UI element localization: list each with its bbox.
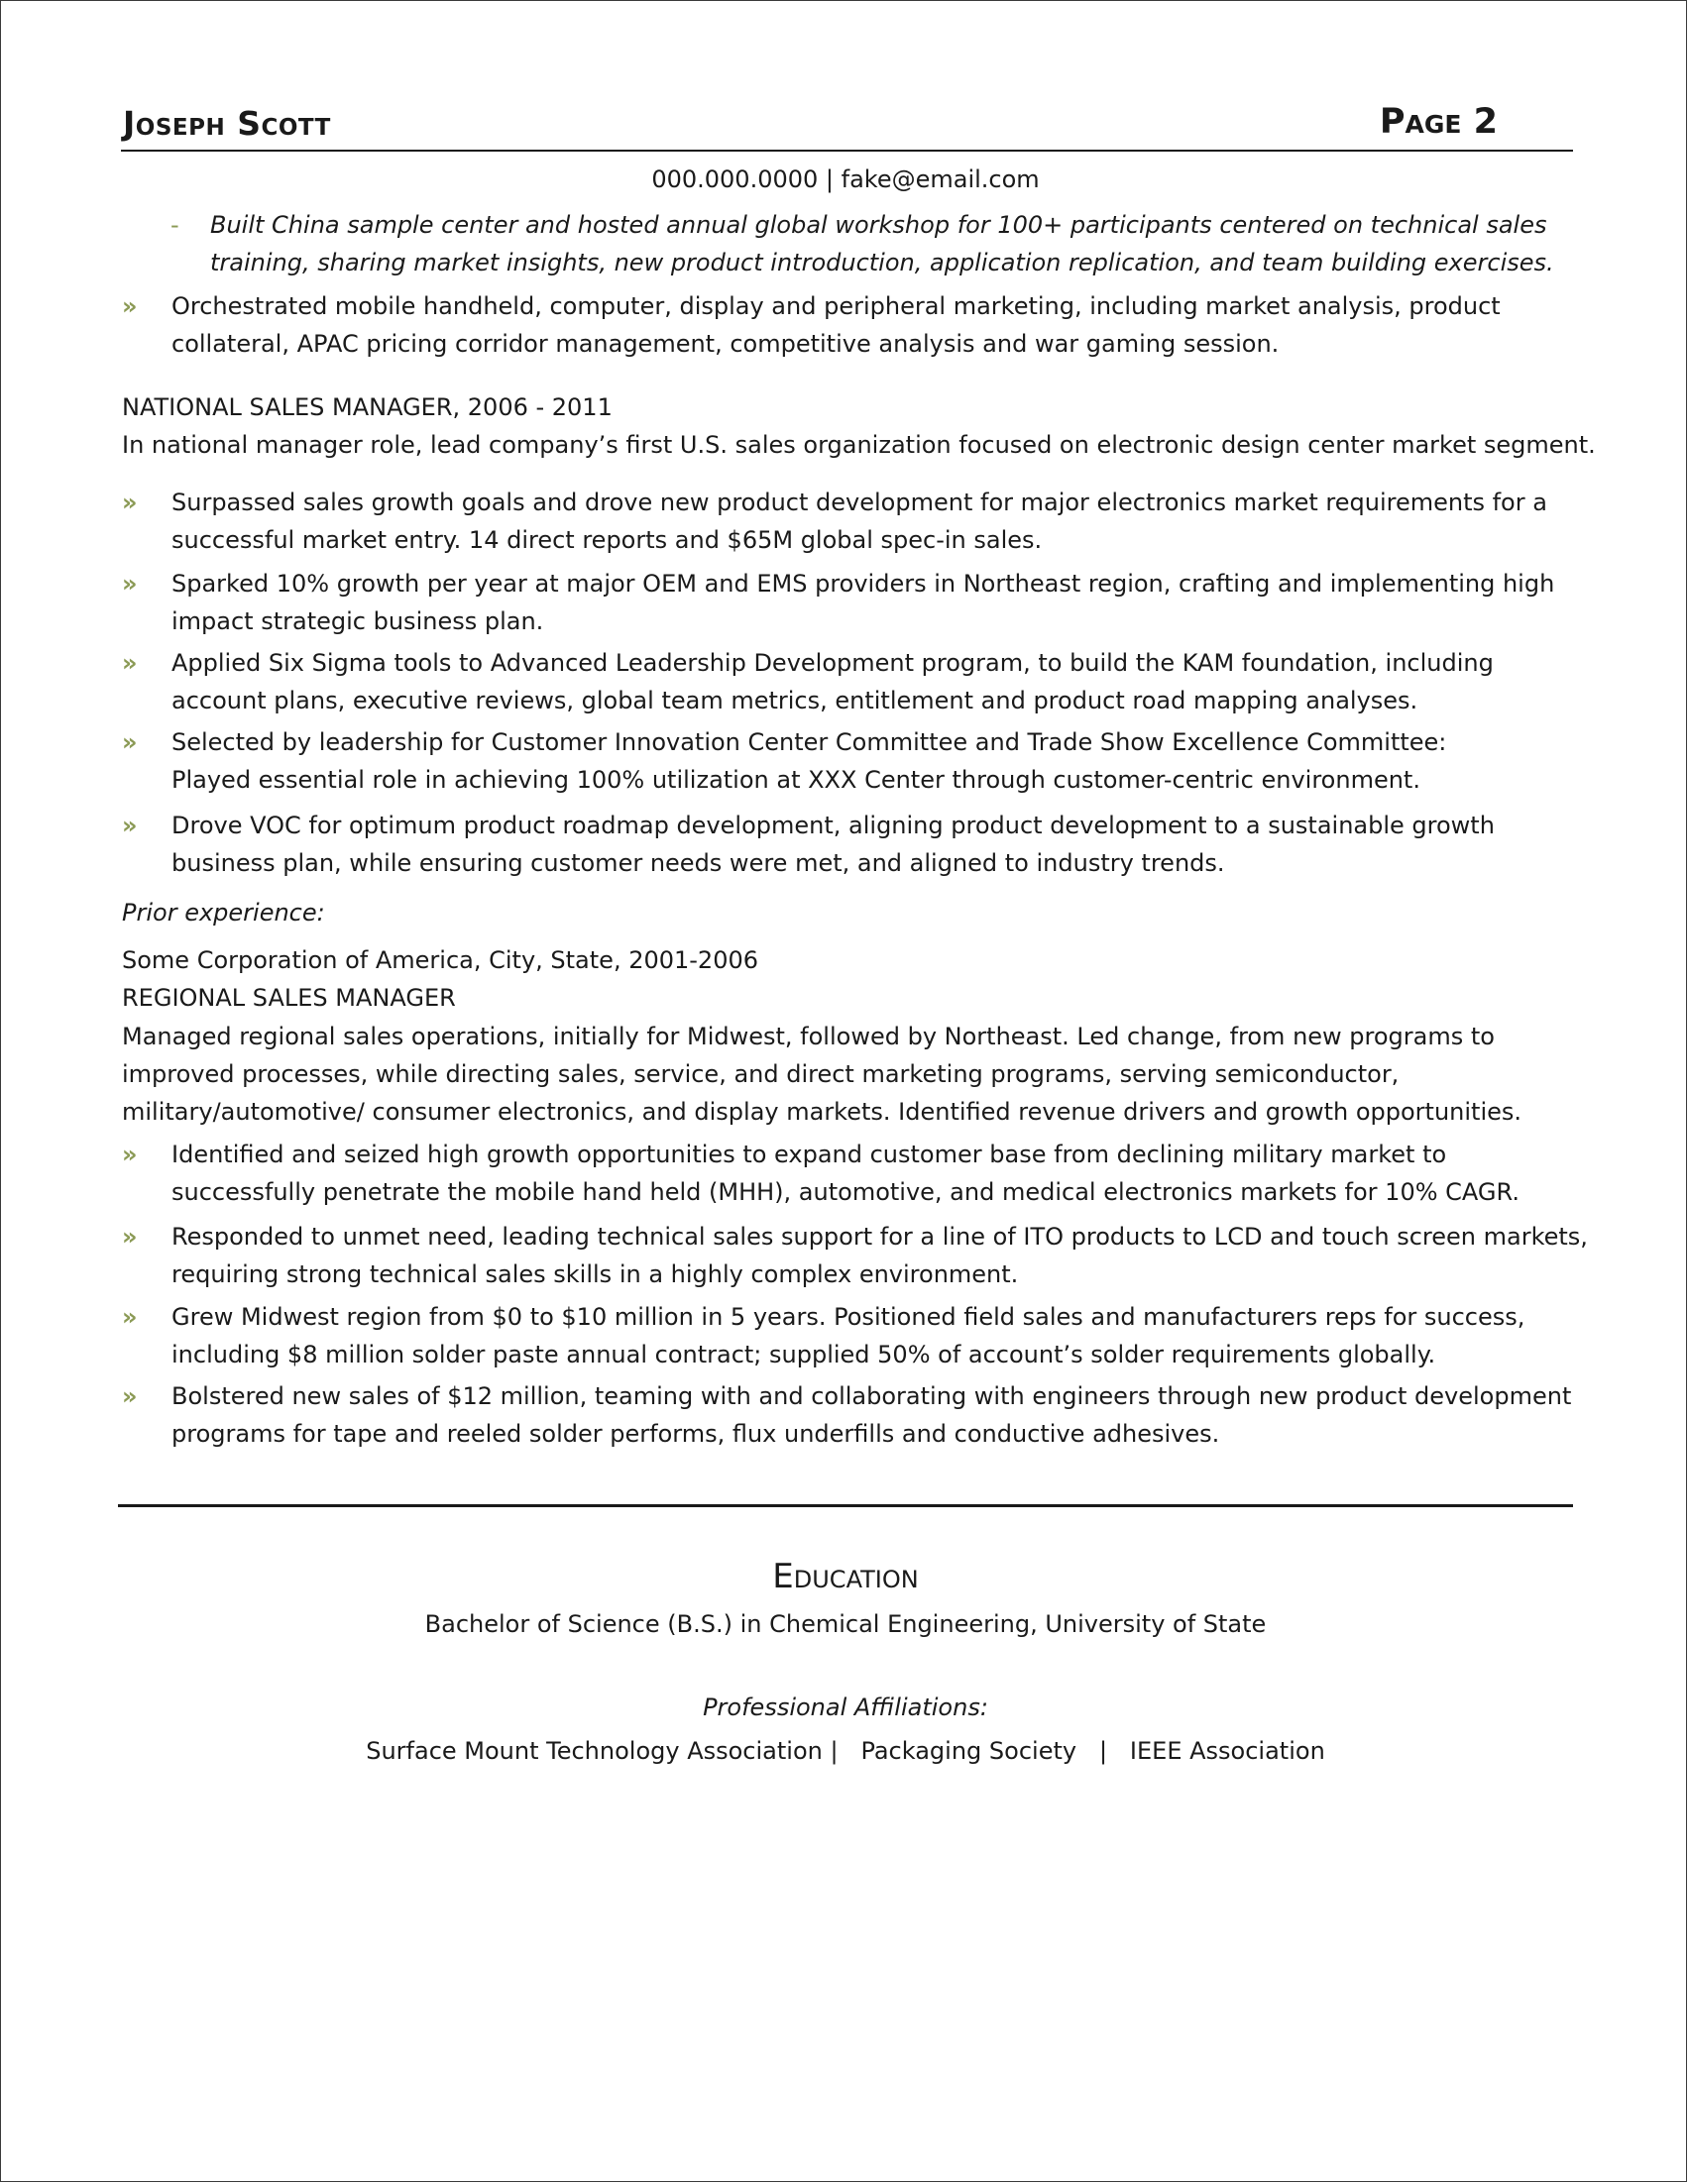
bullet-text: successful market entry. 14 direct reports and $65M global spec-in sales. — [171, 526, 1043, 554]
bullet-text: including $8 million solder paste annual contract; supplied 50% of account’s solder requirements globally. — [171, 1341, 1436, 1368]
role-title: NATIONAL SALES MANAGER, 2006 - 2011 — [122, 393, 613, 421]
bullet-text: Grew Midwest region from $0 to $10 million in 5 years. Positioned field sales and manufacturers reps for success, — [171, 1303, 1525, 1331]
bullet-text: collateral, APAC pricing corridor management, competitive analysis and war gaming session. — [171, 330, 1280, 358]
prior-role-title: REGIONAL SALES MANAGER — [122, 984, 456, 1012]
bullet-text: Identified and seized high growth opportunities to expand customer base from declining military market to — [171, 1141, 1447, 1168]
bullet-text: impact strategic business plan. — [171, 607, 544, 635]
bullet-marker: » — [122, 649, 138, 677]
role-summary: In national manager role, lead company’s first U.S. sales organization focused on electronic design center market segment. — [122, 431, 1596, 459]
bullet-text: successfully penetrate the mobile hand held (MHH), automotive, and medical electronics markets for 10% CAGR. — [171, 1178, 1520, 1206]
affiliations-list: Surface Mount Technology Association | Packaging Society | IEEE Association — [366, 1737, 1325, 1765]
bullet-text: Drove VOC for optimum product roadmap development, aligning product development to a sustainable growth — [171, 812, 1495, 839]
bullet-text: Played essential role in achieving 100% utilization at XXX Center through customer-centric environment. — [171, 766, 1420, 794]
prior-experience-label: Prior experience: — [122, 899, 325, 927]
bullet-text: Surpassed sales growth goals and drove new product development for major electronics market requirements for a — [171, 489, 1547, 516]
contact-line: 000.000.0000 | fake@email.com — [651, 165, 1040, 193]
bullet-marker: » — [122, 812, 138, 839]
section-divider — [118, 1504, 1573, 1507]
education-heading: Education — [772, 1557, 919, 1596]
page-header — [121, 100, 1573, 152]
prior-summary-line: Managed regional sales operations, initially for Midwest, followed by Northeast. Led change, from new programs to — [122, 1023, 1495, 1050]
sub-bullet-line: Built China sample center and hosted annual global workshop for 100+ participants centered on technical sales — [210, 211, 1547, 239]
bullet-marker: » — [122, 728, 138, 756]
bullet-marker: » — [122, 1382, 138, 1410]
prior-summary-line: improved processes, while directing sales, service, and direct marketing programs, serving semiconductor, — [122, 1060, 1400, 1088]
bullet-text: business plan, while ensuring customer needs were met, and aligned to industry trends. — [171, 849, 1225, 877]
bullet-marker: » — [122, 489, 138, 516]
page-number: Page 2 — [1379, 102, 1498, 142]
bullet-marker: » — [122, 1141, 138, 1168]
candidate-name: Joseph Scott — [123, 104, 331, 143]
affiliations-label: Professional Affiliations: — [703, 1693, 988, 1721]
sub-bullet-dash: - — [170, 211, 179, 239]
prior-summary-line: military/automotive/ consumer electronics, and display markets. Identified revenue drivers and growth opportunities. — [122, 1098, 1522, 1126]
bullet-text: Sparked 10% growth per year at major OEM and EMS providers in Northeast region, crafting and implementing high — [171, 570, 1555, 598]
bullet-marker: » — [122, 292, 138, 320]
prior-company: Some Corporation of America, City, State, 2001-2006 — [122, 946, 759, 974]
bullet-text: account plans, executive reviews, global team metrics, entitlement and product road mapping analyses. — [171, 687, 1418, 714]
bullet-text: Bolstered new sales of $12 million, teaming with and collaborating with engineers through new product development — [171, 1382, 1572, 1410]
bullet-marker: » — [122, 570, 138, 598]
bullet-text: Responded to unmet need, leading technical sales support for a line of ITO products to LCD and touch screen markets, — [171, 1223, 1588, 1251]
bullet-text: Selected by leadership for Customer Innovation Center Committee and Trade Show Excellence Committee: — [171, 728, 1447, 756]
sub-bullet-line: training, sharing market insights, new product introduction, application replication, and team building exercises. — [210, 249, 1554, 276]
bullet-marker: » — [122, 1223, 138, 1251]
bullet-text: Orchestrated mobile handheld, computer, display and peripheral marketing, including market analysis, product — [171, 292, 1501, 320]
bullet-marker: » — [122, 1303, 138, 1331]
education-degree: Bachelor of Science (B.S.) in Chemical Engineering, University of State — [424, 1610, 1267, 1638]
bullet-text: requiring strong technical sales skills in a highly complex environment. — [171, 1260, 1019, 1288]
bullet-text: Applied Six Sigma tools to Advanced Leadership Development program, to build the KAM foundation, including — [171, 649, 1494, 677]
bullet-text: programs for tape and reeled solder performs, flux underfills and conductive adhesives. — [171, 1420, 1220, 1448]
